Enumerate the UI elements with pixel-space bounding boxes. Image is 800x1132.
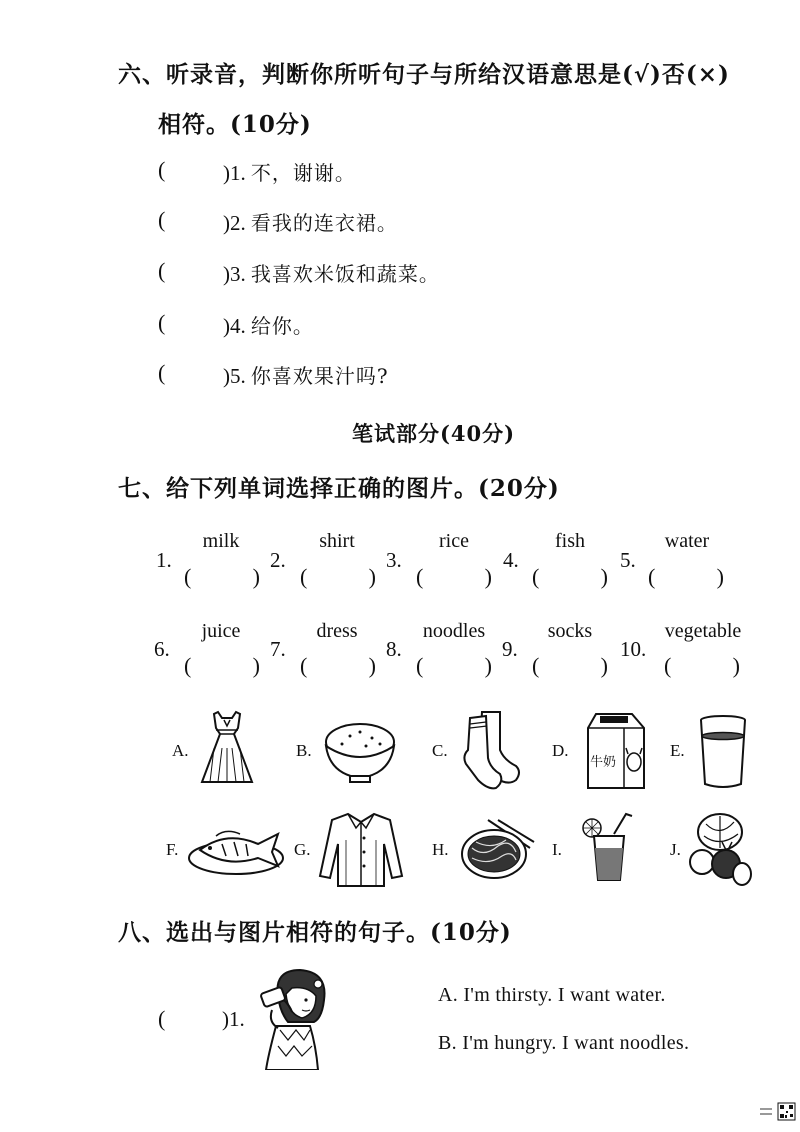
list-item [158, 258, 165, 284]
item-text: 不，谢谢。 [250, 161, 356, 185]
answer-blank[interactable]: ( [158, 207, 166, 232]
shirt-icon [318, 810, 404, 888]
answer-blank[interactable]: ( ) [184, 653, 260, 678]
option-a-sentence: A. I'm thirsty. I want water. [438, 984, 666, 1006]
answer-blank[interactable]: ( ) [416, 564, 492, 589]
word-number: 7. [270, 637, 286, 661]
word-number: 9. [502, 637, 518, 661]
list-item [223, 157, 356, 186]
item-number: )1. [223, 161, 246, 185]
dress-icon [196, 708, 258, 788]
option-b-sentence: B. I'm hungry. I want noodles. [438, 1032, 690, 1054]
word-label: water [664, 530, 710, 552]
qr-code-icon [760, 1102, 796, 1126]
answer-blank[interactable]: ( ) [648, 564, 724, 589]
list-item [158, 310, 165, 336]
item-text: 看我的连衣裙。 [250, 211, 398, 235]
item-text: 我喜欢米饭和蔬菜。 [250, 262, 440, 286]
answer-blank[interactable]: ( [158, 310, 166, 335]
word-number: 1. [156, 548, 172, 572]
answer-blank[interactable]: ( ) [532, 653, 608, 678]
section-8-title: 八、选出与图片相符的句子。(10分) [118, 919, 512, 946]
option-letter: I. [552, 840, 562, 859]
word-label: noodles [422, 620, 486, 642]
water-glass-icon [698, 714, 748, 790]
list-item [158, 360, 165, 386]
fish-plate-icon [186, 822, 286, 878]
list-item [223, 207, 398, 236]
word-number: 2. [270, 548, 286, 572]
section-6-title: 六、听录音，判断你所听句子与所给汉语意思是(√)否(×) [118, 61, 730, 88]
word-label: socks [547, 620, 593, 642]
answer-blank[interactable]: ( [158, 157, 166, 182]
item-text: 你喜欢果汁吗? [250, 364, 389, 388]
answer-blank[interactable]: ( [158, 360, 166, 385]
option-letter: D. [552, 741, 569, 760]
word-number: 4. [503, 548, 519, 572]
option-letter: C. [432, 741, 448, 760]
item-text: 给你。 [250, 314, 314, 338]
answer-blank[interactable]: ( ) [664, 653, 740, 678]
list-item [223, 310, 314, 339]
word-number: 6. [154, 637, 170, 661]
list-item [158, 207, 165, 233]
girl-drinking-icon [258, 966, 334, 1070]
item-number: )4. [223, 314, 246, 338]
word-number: 10. [620, 637, 647, 661]
item-number: )1. [222, 1007, 245, 1031]
list-item [223, 258, 440, 287]
list-item [158, 157, 165, 183]
milk-carton-icon [582, 710, 652, 790]
answer-blank[interactable]: ( ) [300, 653, 376, 678]
answer-blank[interactable]: ( [158, 1006, 166, 1031]
noodles-icon [458, 818, 536, 882]
option-letter: B. [296, 741, 312, 760]
word-label: shirt [319, 530, 355, 552]
answer-blank[interactable]: ( [158, 258, 166, 283]
word-number: 3. [386, 548, 402, 572]
option-letter: H. [432, 840, 449, 859]
section-6-title-continued: 相符。(10分) [158, 111, 312, 138]
section-7-title: 七、给下列单词选择正确的图片。(20分) [118, 475, 560, 502]
option-letter: A. [172, 741, 189, 760]
answer-blank[interactable]: ( ) [184, 564, 260, 589]
carton-label: 牛奶 [590, 755, 617, 770]
answer-blank[interactable]: ( ) [300, 564, 376, 589]
word-label: fish [555, 530, 585, 552]
answer-blank[interactable]: ( ) [416, 653, 492, 678]
word-label: juice [201, 620, 241, 642]
word-label: dress [316, 620, 358, 642]
written-part-title: 笔试部分(40分) [352, 421, 516, 446]
item-number: )3. [223, 262, 246, 286]
option-letter: E. [670, 741, 685, 760]
word-label: rice [439, 530, 469, 552]
word-number: 8. [386, 637, 402, 661]
word-label: milk [202, 530, 240, 552]
item-number: )2. [223, 211, 246, 235]
rice-bowl-icon [320, 716, 400, 786]
option-letter: F. [166, 840, 179, 859]
socks-icon [460, 708, 526, 792]
word-label: vegetable [664, 620, 742, 642]
word-number: 5. [620, 548, 636, 572]
answer-blank[interactable]: ( ) [532, 564, 608, 589]
juice-glass-icon [580, 812, 636, 882]
list-item [223, 360, 389, 389]
option-letter: J. [670, 840, 681, 859]
vegetables-icon [686, 808, 752, 888]
option-letter: G. [294, 840, 311, 859]
item-number: )5. [223, 364, 246, 388]
